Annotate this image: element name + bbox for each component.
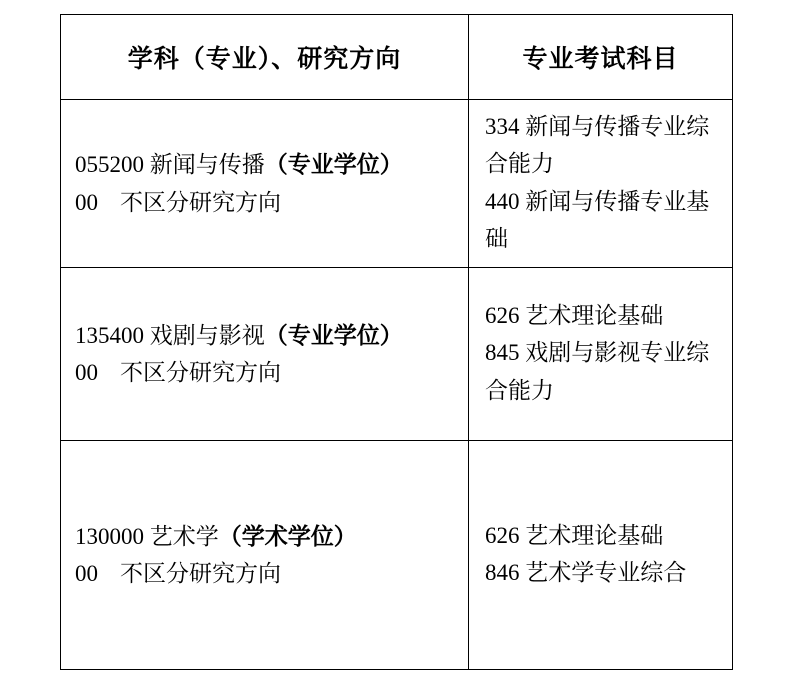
degree-type-2: （专业学位） (264, 322, 403, 348)
subject-code-name-2: 135400 戏剧与影视 (75, 322, 265, 348)
exam-cell-1 (469, 100, 733, 268)
table-row (61, 100, 733, 268)
direction-name-1: 不区分研究方向 (120, 189, 281, 215)
exam-subject-line: 845 戏剧与影视专业综合能力 (485, 340, 710, 403)
direction-name-2: 不区分研究方向 (120, 360, 281, 385)
subject-exam-table (60, 14, 733, 670)
exam-subject-line: 846 艺术学专业综合 (485, 560, 687, 585)
direction-name-3: 不区分研究方向 (120, 561, 281, 586)
exam-cell-3 (469, 441, 733, 670)
exam-cell-2 (469, 268, 733, 441)
table-row (61, 268, 733, 441)
header-exam-subjects: 专业考试科目 (469, 15, 733, 100)
subject-cell-2 (61, 268, 469, 441)
table-row (61, 441, 733, 670)
degree-type-3: （学术学位） (218, 523, 357, 549)
direction-code-2: 00 (75, 360, 98, 385)
subject-code-name-3: 130000 艺术学 (75, 523, 219, 549)
degree-type-1: （专业学位） (264, 152, 403, 178)
exam-subject-line: 626 艺术理论基础 (485, 522, 664, 548)
direction-code-3: 00 (75, 561, 98, 586)
exam-subject-line: 334 新闻与传播专业综合能力 (485, 114, 710, 177)
exam-subject-line: 440 新闻与传播专业基础 (485, 188, 710, 251)
subject-code-name-1: 055200 新闻与传播 (75, 152, 265, 178)
direction-code-1: 00 (75, 189, 98, 215)
exam-subject-line: 626 艺术理论基础 (485, 303, 664, 329)
table-header-row (61, 15, 733, 100)
subject-cell-1 (61, 100, 469, 268)
subject-cell-3 (61, 441, 469, 670)
header-subject-direction: 学科（专业）、研究方向 (61, 15, 469, 100)
